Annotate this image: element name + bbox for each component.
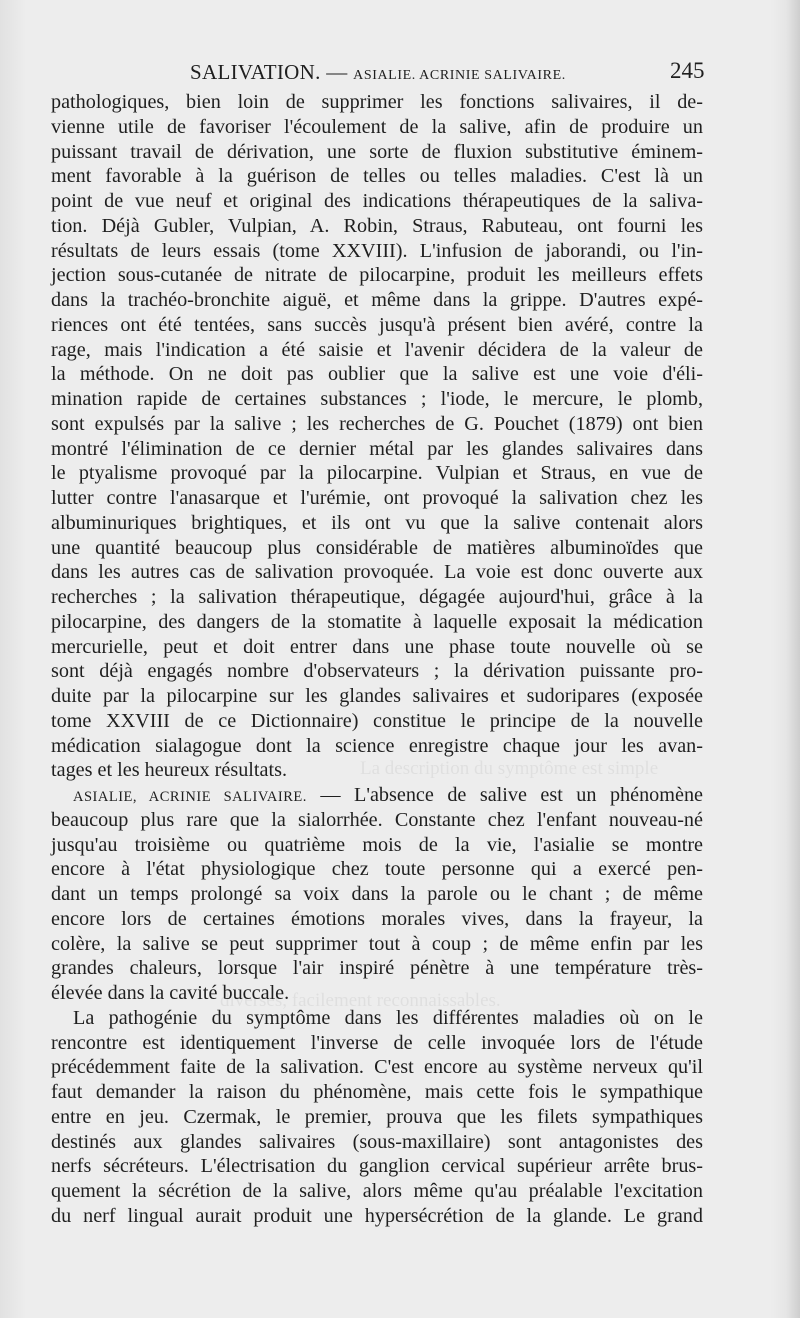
chapter-subtitle: ASIALIE. ACRINIE SALIVAIRE. (353, 68, 566, 83)
page-edge-shadow (786, 0, 800, 1318)
text-line: rencontre est identiquement l'inverse de celle invoquée lors de l'étude (51, 1031, 703, 1054)
paragraph-asialie (51, 783, 703, 1006)
text-line: mercurielle, peut et doit entrer dans une phase toute nouvelle où se (51, 635, 703, 658)
text-line: encore lors de certaines émotions morales vives, dans la frayeur, la (51, 907, 703, 930)
paragraph-salivation-therapy (51, 90, 703, 783)
text-line: résultats de leurs essais (tome XXVIII). L'infusion de jaborandi, ou l'in- (51, 239, 703, 262)
text-line: grandes chaleurs, lorsque l'air inspiré pénètre à une température très- (51, 957, 703, 980)
text-line: dans la trachéo-bronchite aiguë, et même dans la grippe. D'autres expé- (51, 289, 703, 311)
text-line: sont expulsés par la salive ; les recherches de G. Pouchet (1879) ont bien (51, 412, 703, 435)
text-line: tome XXVIII de ce Dictionnaire) constitue le principe de la nouvelle (51, 709, 703, 732)
text-line: tion. Déjà Gubler, Vulpian, A. Robin, Straus, Rabuteau, ont fourni les (51, 214, 703, 237)
text-line: montré l'élimination de ce dernier métal par les glandes salivaires dans (51, 437, 703, 460)
text-line: beaucoup plus rare que la sialorrhée. Constante chez l'enfant nouveau-né (51, 808, 703, 831)
text-line: quement la sécrétion de la salive, alors même qu'au préalable l'excitation (51, 1180, 703, 1202)
text-line: le ptyalisme provoqué par la pilocarpine. Vulpian et Straus, en vue de (51, 462, 703, 485)
body-text (51, 90, 703, 1229)
paragraph-pathogenie (51, 1006, 703, 1229)
text-line: destinés aux glandes salivaires (sous-maxillaire) sont antagonistes des (51, 1130, 703, 1153)
text-line: jection sous-cutanée de nitrate de pilocarpine, produit les meilleurs effets (51, 264, 703, 287)
bleed-through-text: La description du symptôme est simple (360, 758, 659, 779)
text-line: lutter contre l'anasarque et l'urémie, ont provoqué la salivation chez les (51, 487, 703, 509)
text-line: dant un temps prolongé sa voix dans la parole ou le chant ; de même (51, 883, 703, 905)
text-line: encore à l'état physiologique chez toute personne qui a exercé pen- (51, 858, 703, 881)
text-line: une quantité beaucoup plus considérable de matières albuminoïdes que (51, 536, 703, 559)
text-line: médication sialagogue dont la science enregistre chaque jour les avan- (51, 734, 703, 757)
text-line: dans les autres cas de salivation provoquée. La voie est donc ouverte aux (51, 561, 703, 584)
text-line: précédemment faite de la salivation. C'est encore au système nerveux qu'il (51, 1056, 703, 1079)
header-dash: — (326, 60, 348, 84)
text-line: jusqu'au troisième ou quatrième mois de la vie, l'asialie se montre (51, 833, 703, 856)
text-line: La pathogénie du symptôme dans les différentes maladies où on le (73, 1006, 703, 1029)
text-line: nerfs sécréteurs. L'électrisation du ganglion cervical supérieur arrête brus- (51, 1155, 703, 1178)
text-line: mination rapide de certaines substances ; l'iode, le mercure, le plomb, (51, 388, 703, 410)
text-line: élevée dans la cavité buccale. (51, 982, 290, 1004)
text-line: puissant travail de dérivation, une sorte de fluxion substitutive éminem- (51, 140, 703, 163)
text-line: albuminuriques brightiques, et ils ont vu que la salive contenait alors (51, 511, 703, 534)
text-line: rage, mais l'indication a été saisie et l'avenir décidera de la valeur de (51, 338, 703, 361)
text-line: vienne utile de favoriser l'écoulement de la salive, afin de produire un (51, 115, 703, 138)
text-line: colère, la salive se peut supprimer tout à coup ; de même enfin par les (51, 932, 703, 955)
section-first-line: L'absence de salive est un phénomène (354, 784, 703, 806)
text-line: du nerf lingual aurait produit une hypersécrétion de la glande. Le grand (51, 1204, 703, 1227)
running-head-title (190, 60, 566, 85)
text-line: faut demander la raison du phénomène, mais cette fois le sympathique (51, 1081, 703, 1103)
text-line: riences ont été tentées, sans succès jusqu'à présent bien avéré, contre la (51, 313, 703, 336)
text-line: entre en jeu. Czermak, le premier, prouva que les filets sympathiques (51, 1105, 703, 1128)
text-line: point de vue neuf et original des indications thérapeutiques de la saliva- (51, 190, 703, 212)
text-line: pilocarpine, des dangers de la stomatite à laquelle exposait la médication (51, 610, 703, 633)
text-line: pathologiques, bien loin de supprimer les fonctions salivaires, il de- (51, 91, 703, 113)
text-line: tages et les heureux résultats. (51, 759, 288, 782)
text-line: duite par la pilocarpine sur les glandes salivaires et sudoripares (exposée (51, 685, 703, 707)
chapter-title: SALIVATION. (190, 60, 321, 84)
text-line: recherches ; la salivation thérapeutique, dégagée aujourd'hui, grâce à la (51, 586, 703, 608)
running-head (0, 56, 800, 86)
text-line: la méthode. On ne doit pas oublier que la salive est une voie d'éli- (51, 363, 703, 386)
text-line: sont déjà engagés nombre d'observateurs ; la dérivation puissante pro- (51, 660, 703, 683)
text-line: ment favorable à la guérison de telles ou telles maladies. C'est là un (51, 165, 703, 188)
text-line: ASIALIE, ACRINIE SALIVAIRE. — L'absence de salive est un phénomène (73, 784, 703, 806)
bleed-through-text: diverses, facilement reconnaissables. (220, 990, 501, 1011)
page-number: 245 (670, 58, 705, 83)
section-heading: ASIALIE, ACRINIE SALIVAIRE. (73, 789, 307, 805)
